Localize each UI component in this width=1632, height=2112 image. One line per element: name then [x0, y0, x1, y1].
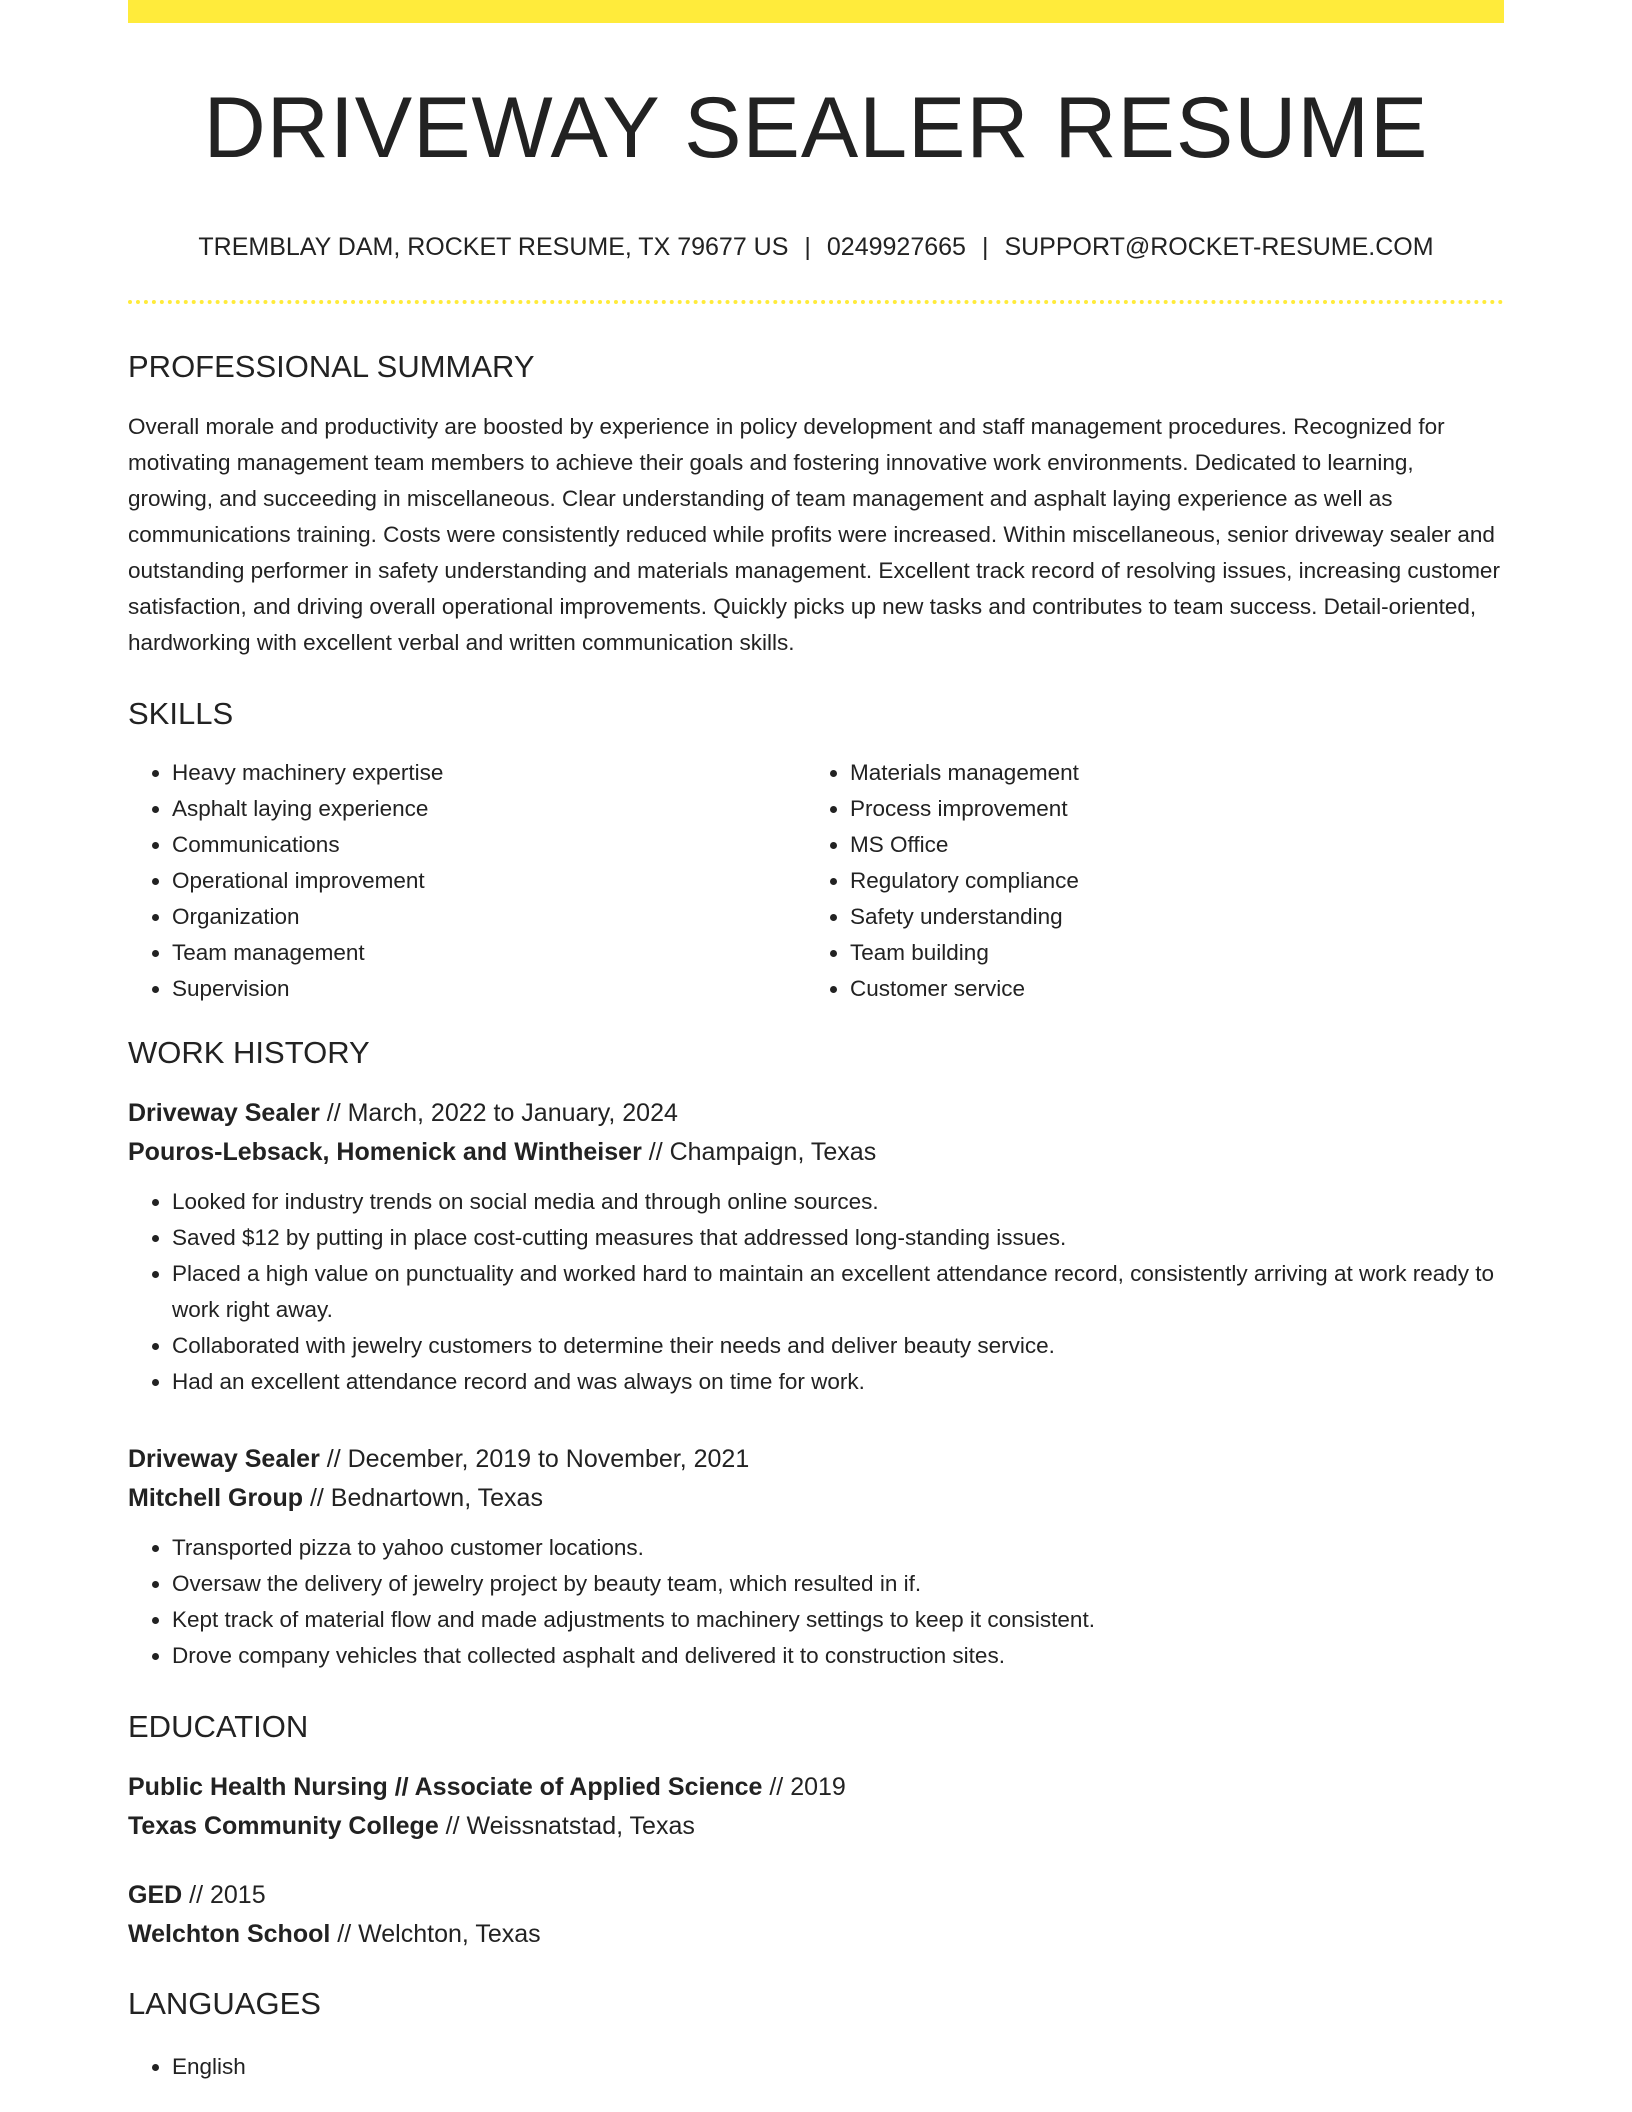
skill-item: • MS Office [850, 827, 1484, 863]
education-school-line [128, 1915, 1504, 1954]
job-bullet: • Collaborated with jewelry customers to determine their needs and deliver beauty service. [172, 1328, 1504, 1364]
job-bullet: • Drove company vehicles that collected asphalt and delivered it to construction sites. [172, 1638, 1504, 1674]
skills-column-right [806, 755, 1484, 1007]
header-divider [128, 300, 1504, 304]
contact-phone: 0249927665 [826, 233, 966, 261]
skill-item: • Supervision [172, 971, 806, 1007]
languages-list [128, 2049, 1504, 2085]
education-entry [128, 1876, 1504, 1954]
job-bullet: • Looked for industry trends on social media and through online sources. [172, 1184, 1504, 1220]
education-year: // 2015 [189, 1881, 266, 1909]
education-year: // 2019 [769, 1773, 846, 1801]
skill-item: • Customer service [850, 971, 1484, 1007]
contact-line [128, 235, 1504, 260]
education-degree: Public Health Nursing // Associate of Applied Science [128, 1773, 763, 1801]
education-degree-line [128, 1768, 1504, 1807]
job-bullet: • Kept track of material flow and made adjustments to machinery settings to keep it consistent. [172, 1602, 1504, 1638]
resume-title: DRIVEWAY SEALER RESUME [203, 80, 1429, 176]
resume-page [128, 0, 1504, 2085]
skill-item: • Team building [850, 935, 1484, 971]
job-company-line [128, 1479, 1504, 1518]
job-location: // Bednartown, Texas [309, 1484, 543, 1512]
job-bullet: • Had an excellent attendance record and was always on time for work. [172, 1364, 1504, 1400]
contact-address: TREMBLAY DAM, ROCKET RESUME, TX 79677 US [198, 233, 789, 261]
education-entry [128, 1768, 1504, 1846]
contact-email: SUPPORT@ROCKET-RESUME.COM [1004, 233, 1434, 261]
education-location: // Weissnatstad, Texas [445, 1812, 695, 1840]
language-item: • English [172, 2049, 1504, 2085]
skills-heading: SKILLS [128, 696, 234, 731]
work-history-heading: WORK HISTORY [128, 1035, 370, 1070]
skills-column-left [128, 755, 806, 1007]
job-bullet: • Oversaw the delivery of jewelry project by beauty team, which resulted in if. [172, 1566, 1504, 1602]
job-dates: // March, 2022 to January, 2024 [326, 1099, 678, 1127]
languages-heading: LANGUAGES [128, 1986, 321, 2021]
education-degree: GED [128, 1881, 183, 1909]
job-role-line [128, 1440, 1504, 1479]
skill-item: • Asphalt laying experience [172, 791, 806, 827]
job-entry [128, 1440, 1504, 1674]
education-school-line [128, 1807, 1504, 1846]
education-degree-line [128, 1876, 1504, 1915]
skill-item: • Organization [172, 899, 806, 935]
contact-separator: | [804, 233, 811, 261]
job-role: Driveway Sealer [128, 1445, 320, 1473]
job-location: // Champaign, Texas [648, 1138, 877, 1166]
skill-item: • Operational improvement [172, 863, 806, 899]
job-company: Pouros-Lebsack, Homenick and Wintheiser [128, 1138, 642, 1166]
job-company-line [128, 1133, 1504, 1172]
skill-item: • Communications [172, 827, 806, 863]
accent-top-bar [128, 0, 1504, 23]
education-location: // Welchton, Texas [337, 1920, 541, 1948]
job-bullet: • Transported pizza to yahoo customer locations. [172, 1530, 1504, 1566]
job-bullets [128, 1184, 1504, 1400]
summary-text: Overall morale and productivity are boosted by experience in policy development and staff management procedures. Recognized for motivating management team members to achieve their goals and fostering innovative work environments. Dedicated to learning, growing, and succeeding in miscellaneous. Clear understanding of team management and asphalt laying experience as well as communications training. Costs were consistently reduced while profits were increased. Within miscellaneous, senior driveway sealer and outstanding performer in safety understanding and materials management. Excellent track record of resolving issues, increasing customer satisfaction, and driving overall operational improvements. Quickly picks up new tasks and contributes to team success. Detail-oriented, hardworking with excellent verbal and written communication skills. [128, 414, 1500, 655]
education-heading: EDUCATION [128, 1709, 309, 1744]
job-dates: // December, 2019 to November, 2021 [326, 1445, 750, 1473]
summary-heading: PROFESSIONAL SUMMARY [128, 349, 535, 384]
skill-item: • Materials management [850, 755, 1484, 791]
skill-item: • Team management [172, 935, 806, 971]
skill-item: • Regulatory compliance [850, 863, 1484, 899]
job-bullets [128, 1530, 1504, 1674]
job-bullet: • Saved $12 by putting in place cost-cutting measures that addressed long-standing issues. [172, 1220, 1504, 1256]
job-entry [128, 1094, 1504, 1400]
skill-item: • Safety understanding [850, 899, 1484, 935]
job-role-line [128, 1094, 1504, 1133]
job-bullet: • Placed a high value on punctuality and worked hard to maintain an excellent attendance record, consistently arriving at work ready to work right away. [172, 1256, 1504, 1328]
job-role: Driveway Sealer [128, 1099, 320, 1127]
education-school: Texas Community College [128, 1812, 439, 1840]
job-company: Mitchell Group [128, 1484, 303, 1512]
education-school: Welchton School [128, 1920, 331, 1948]
skill-item: • Process improvement [850, 791, 1484, 827]
contact-separator: | [981, 233, 989, 261]
skill-item: • Heavy machinery expertise [172, 755, 806, 791]
skills-list [128, 755, 1504, 1007]
